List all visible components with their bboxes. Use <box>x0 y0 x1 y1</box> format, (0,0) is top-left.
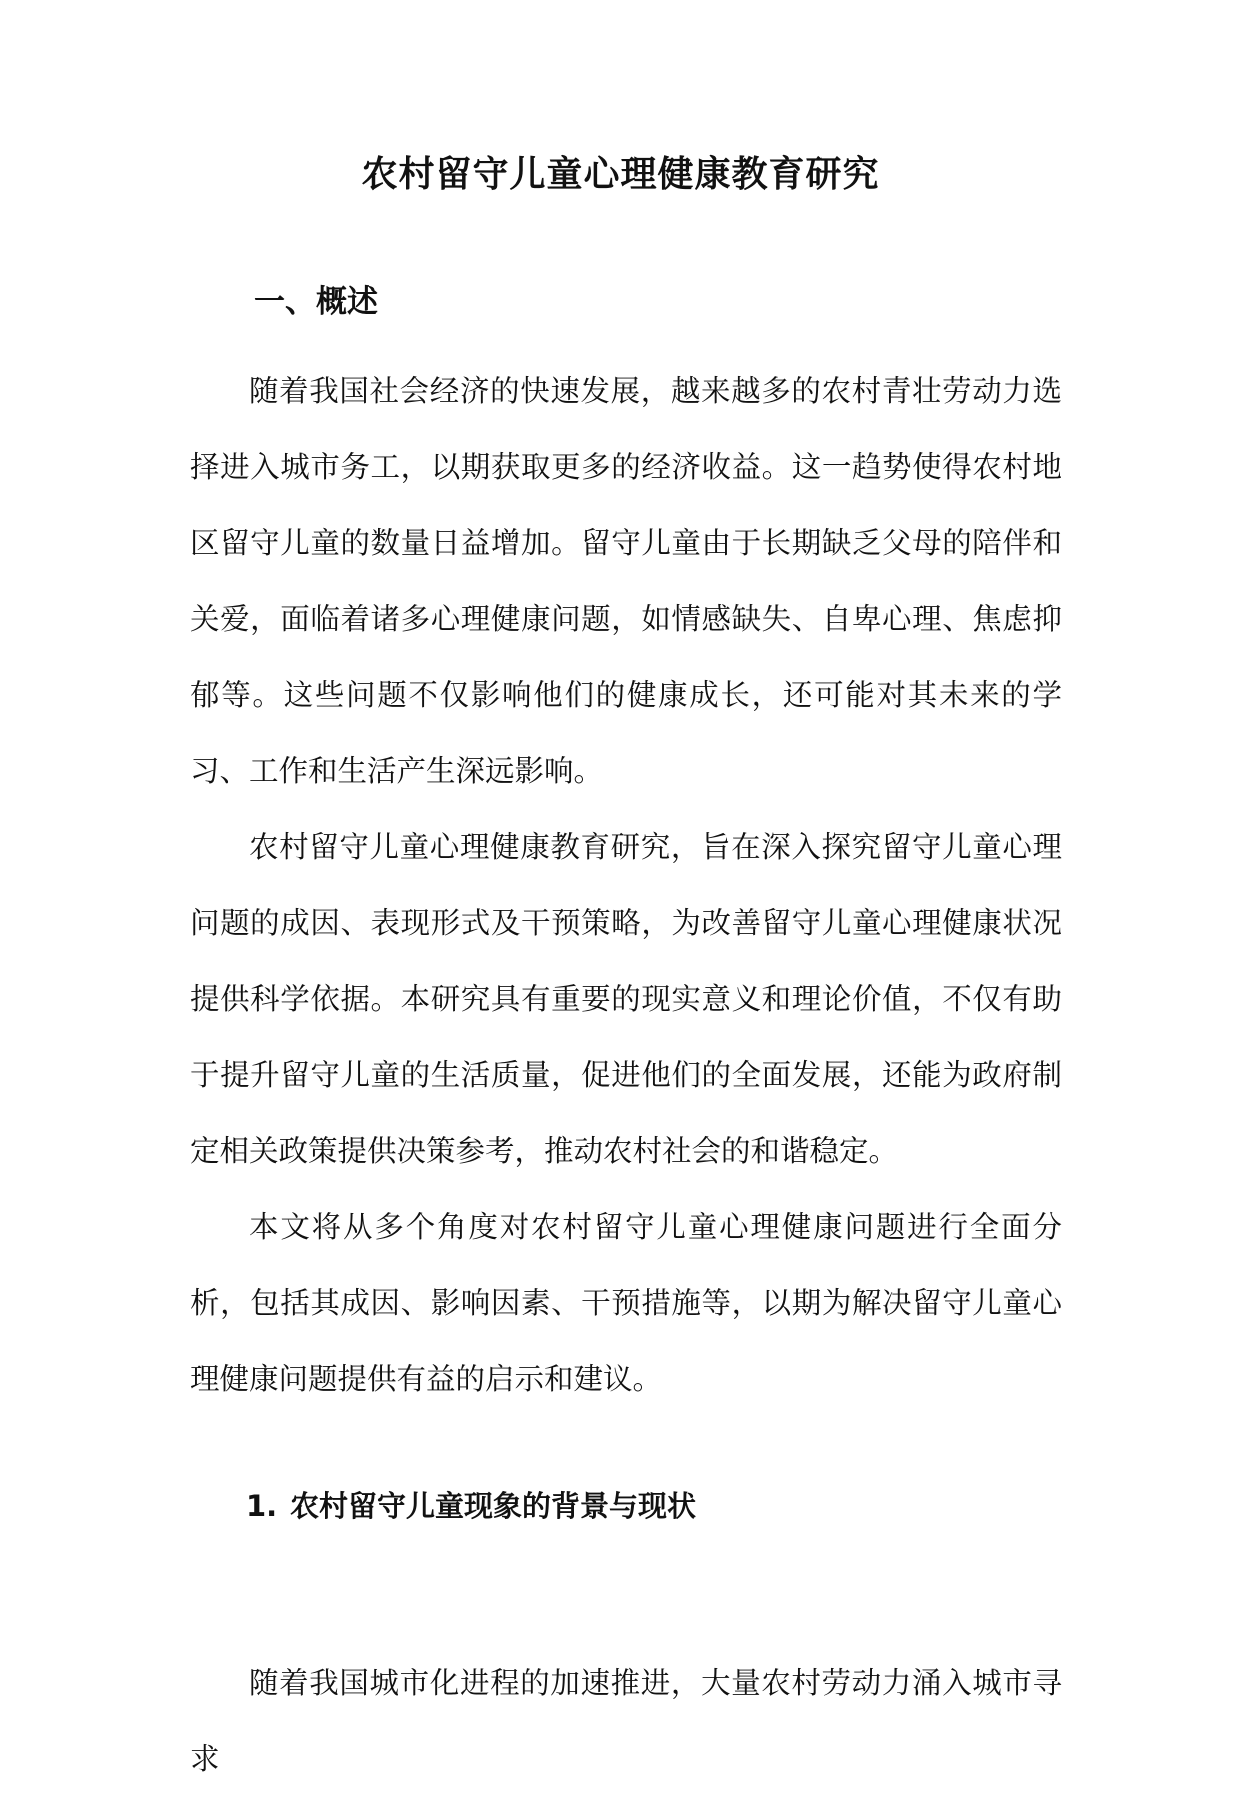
paragraph-structure: 本文将从多个角度对农村留守儿童心理健康问题进行全面分析，包括其成因、影响因素、干预措施等，以期为解决留守儿童心理健康问题提供有益的启示和建议。 <box>190 1210 1062 1396</box>
section-heading-overview: 一、概述 <box>254 284 378 320</box>
subsection-number: 1. <box>246 1489 278 1523</box>
subsection-heading <box>246 1483 696 1529</box>
paragraph-subsection-intro: 随着我国城市化进程的加速推进，大量农村劳动力涌入城市寻求 <box>190 1666 1062 1776</box>
subsection-title: 农村留守儿童现象的背景与现状 <box>290 1489 697 1523</box>
paragraph-background: 随着我国社会经济的快速发展，越来越多的农村青壮劳动力选择进入城市务工，以期获取更多的经济收益。这一趋势使得农村地区留守儿童的数量日益增加。留守儿童由于长期缺乏父母的陪伴和关爱，面临着诸多心理健康问题，如情感缺失、自卑心理、焦虑抑郁等。这些问题不仅影响他们的健康成长，还可能对其未来的学习、工作和生活产生深远影响。 <box>190 374 1062 788</box>
document-title: 农村留守儿童心理健康教育研究 <box>361 154 880 195</box>
paragraph-research-aim: 农村留守儿童心理健康教育研究，旨在深入探究留守儿童心理问题的成因、表现形式及干预策略，为改善留守儿童心理健康状况提供科学依据。本研究具有重要的现实意义和理论价值，不仅有助于提升留守儿童的生活质量，促进他们的全面发展，还能为政府制定相关政策提供决策参考，推动农村社会的和谐稳定。 <box>190 830 1062 1168</box>
